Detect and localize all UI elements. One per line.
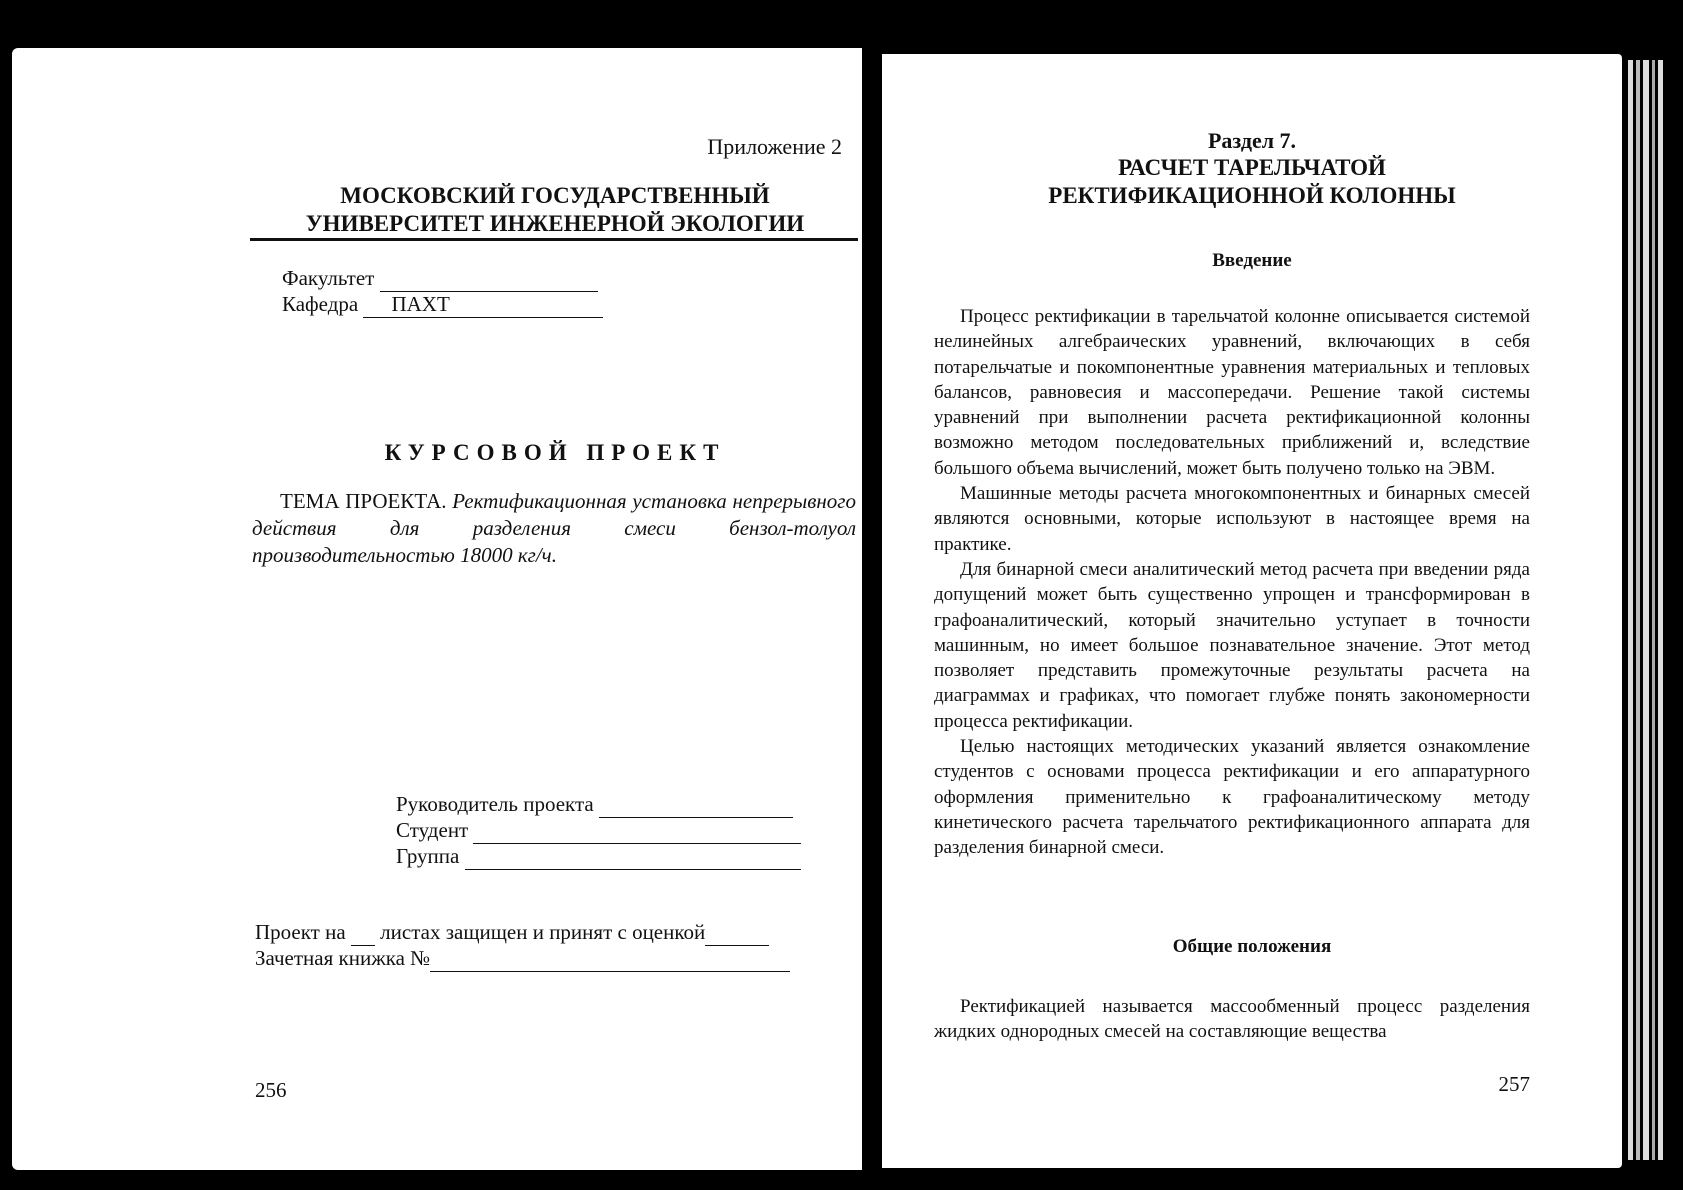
department-row <box>282 292 603 318</box>
section-title <box>882 154 1622 210</box>
topic-label: ТЕМА ПРОЕКТА. <box>280 489 447 513</box>
university-name-line1: МОСКОВСКИЙ ГОСУДАРСТВЕННЫЙ <box>340 183 770 208</box>
department-value: ПАХТ <box>391 292 450 316</box>
supervisor-row <box>396 792 793 818</box>
section-title-line1: РАСЧЕТ ТАРЕЛЬЧАТОЙ <box>1118 155 1386 180</box>
record-book-row <box>255 946 790 972</box>
page-number-right: 257 <box>1498 1072 1530 1096</box>
intro-heading: Введение <box>1212 250 1292 271</box>
intro-paragraph: Для бинарной смеси аналитический метод расчета при введении ряда допущений может быть существенно упрощен и трансформирован в графоаналитический, который значительно уступает в точности машинным, но имеет большое познавательное значение. Этот метод позволяет представить промежуточные результаты расчета на диаграммах и графиках, что помогает глубже понять закономерности процесса ректификации. <box>934 558 1530 732</box>
general-heading: Общие положения <box>1172 936 1332 957</box>
record-book-field <box>430 946 790 972</box>
group-row <box>396 844 801 870</box>
header-rule <box>250 238 858 241</box>
record-book-label: Зачетная книжка № <box>255 946 431 970</box>
course-project-title: КУРСОВОЙ ПРОЕКТ <box>384 440 726 465</box>
group-field <box>465 844 801 870</box>
right-page <box>882 54 1622 1168</box>
department-label: Кафедра <box>282 292 359 316</box>
page-number-left: 256 <box>255 1078 287 1102</box>
appendix-label: Приложение 2 <box>707 134 842 159</box>
student-field <box>473 818 801 844</box>
project-suffix: листах защищен и принят с оценкой <box>380 920 706 944</box>
project-defense-row <box>255 920 769 946</box>
project-prefix: Проект на <box>255 920 346 944</box>
intro-paragraph: Машинные методы расчета многокомпонентных и бинарных смесей являются основными, которые используют в настоящее время на практике. <box>934 483 1530 555</box>
faculty-row <box>282 266 598 292</box>
section-number: Раздел 7. <box>1207 128 1297 153</box>
faculty-field <box>380 266 598 292</box>
project-topic <box>252 488 856 569</box>
student-row <box>396 818 801 844</box>
topic-text: Ректификационная установка непрерывного действия для разделения смеси бензол-толуол производительностью 18000 кг/ч. <box>252 489 856 567</box>
intro-paragraph: Процесс ректификации в тарельчатой колонне описывается системой нелинейных алгебраических уравнений, включающих в себя потарельчатые и покомпонентные уравнения материальных и тепловых балансов, равновесия и массопередачи. Решение такой системы уравнений при выполнении расчета ректификационной колонны возможно методом последовательных приближений и, вследствие большого объема вычислений, может быть получено только на ЭВМ. <box>934 306 1530 479</box>
supervisor-field <box>599 792 793 818</box>
intro-paragraph: Целью настоящих методических указаний является ознакомление студентов с основами процесса ректификации и его аппаратурного оформления применительно к графоаналитическому методу кинетического расчета тарельчатого ректификационного аппарата для разделения бинарной смеси. <box>934 736 1530 859</box>
left-page <box>12 48 862 1170</box>
section-title-line2: РЕКТИФИКАЦИОННОЙ КОЛОННЫ <box>1048 183 1456 208</box>
faculty-label: Факультет <box>282 266 375 290</box>
grade-field <box>705 920 769 946</box>
group-label: Группа <box>396 844 460 868</box>
university-name <box>252 182 858 238</box>
student-label: Студент <box>396 818 469 842</box>
general-body <box>934 994 1530 1045</box>
intro-body <box>934 304 1530 861</box>
book-edge <box>1628 60 1668 1160</box>
sheets-field <box>351 920 375 946</box>
university-name-line2: УНИВЕРСИТЕТ ИНЖЕНЕРНОЙ ЭКОЛОГИИ <box>305 211 805 236</box>
supervisor-label: Руководитель проекта <box>396 792 594 816</box>
general-paragraph: Ректификацией называется массообменный процесс разделения жидких однородных смесей на составляющие вещества <box>934 996 1530 1043</box>
department-field <box>363 292 603 318</box>
